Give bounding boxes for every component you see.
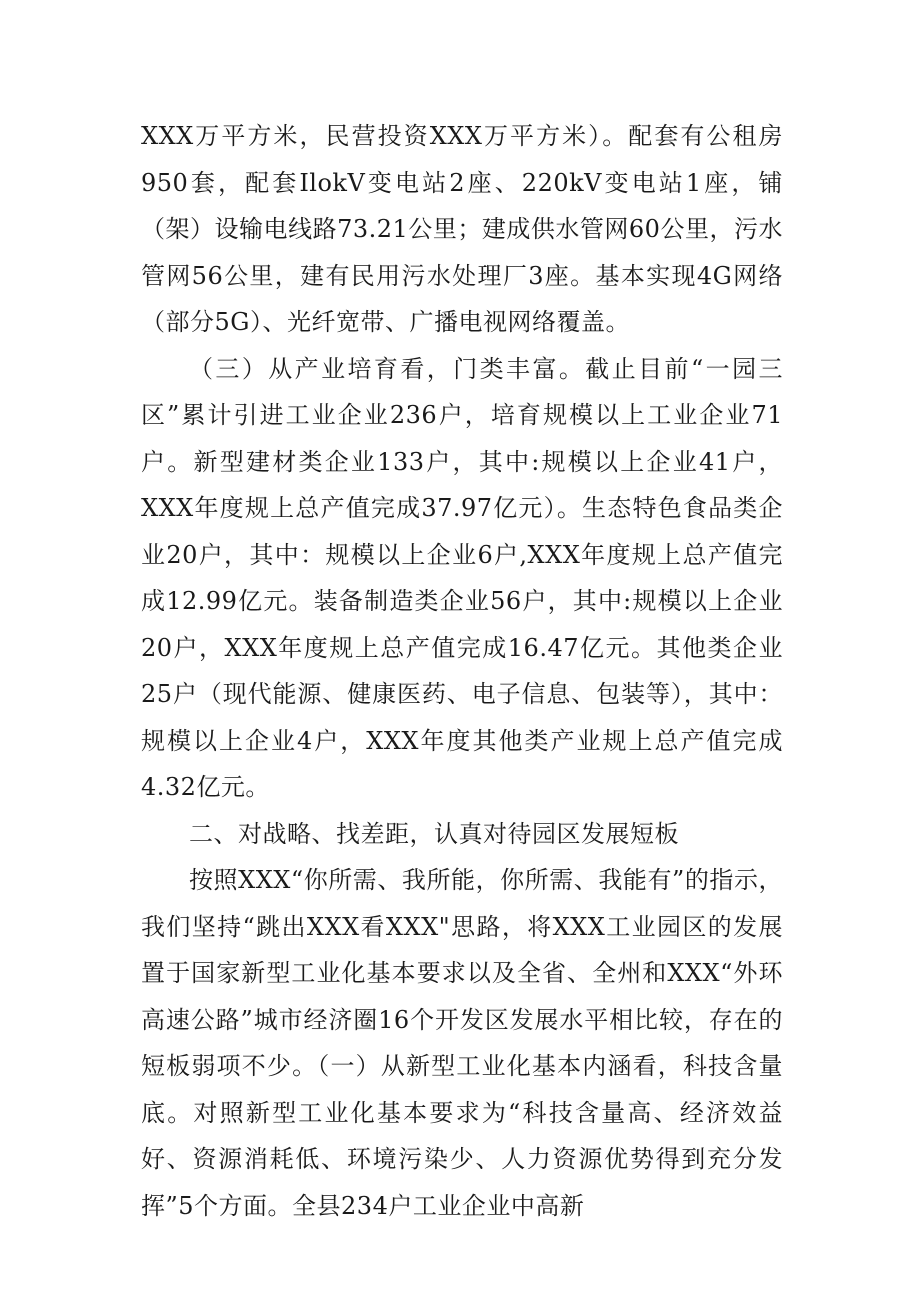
paragraph-infrastructure: XXX万平方米，民营投资XXX万平方米）。配套有公租房950套，配套IlokV变电站2座、220kV变电站1座，铺（架）设输电线路73.21公里；建成供水管网60公里，污水管网56公里，建有民用污水处理厂3座。基本实现4G网络（部分5G）、光纤宽带、广播电视网络覆盖。 bbox=[141, 122, 783, 336]
section-heading: 二、对战略、找差距，认真对待园区发展短板 bbox=[189, 819, 679, 848]
document-body bbox=[141, 113, 783, 1229]
paragraph-industry-cultivation: （三）从产业培育看，门类丰富。截止目前“一园三区”累计引进工业企业236户，培育规模以上工业企业71户。新型建材类企业133户，其中:规模以上企业41户，XXX年度规上总产值完成37.97亿元）。生态特色食品类企业20户，其中：规模以上企业6户,XXX年度规上总产值完成12.99亿元。装备制造类企业56户，其中:规模以上企业20户，XXX年度规上总产值完成16.47亿元。其他类企业25户（现代能源、健康医药、电子信息、包装等），其中：规模以上企业4户，XXX年度其他类产业规上总产值完成4.32亿元。 bbox=[141, 354, 783, 801]
paragraph-comparison: 按照XXX“你所需、我所能，你所需、我能有”的指示，我们坚持“跳出XXX看XXX"思路，将XXX工业园区的发展置于国家新型工业化基本要求以及全省、全州和XXX“外环高速公路”城市经济圈16个开发区发展水平相比较，存在的短板弱项不少。（一）从新型工业化基本内涵看，科技含量底。对照新型工业化基本要求为“科技含量高、经济效益好、资源消耗低、环境污染少、人力资源优势得到充分发挥”5个方面。全县234户工业企业中高新 bbox=[141, 866, 783, 1220]
